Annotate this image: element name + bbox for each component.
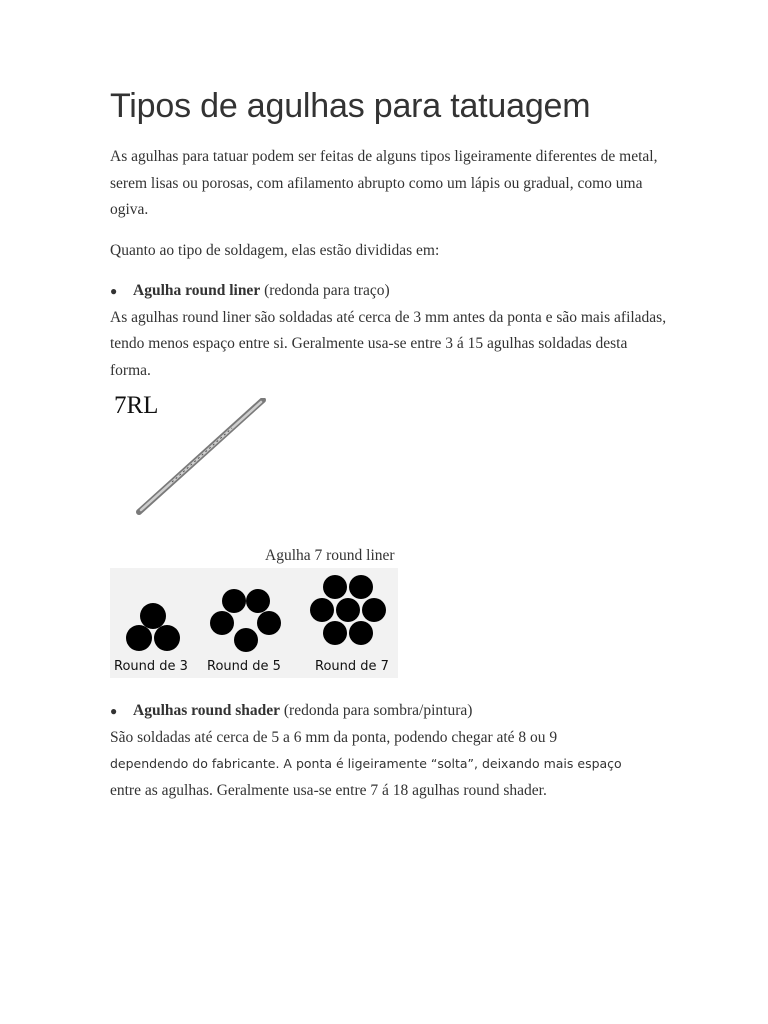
needle-figure: [110, 392, 670, 544]
shader-line-1: São soldadas até cerca de 5 a 6 mm da ponta, podendo chegar até 8 ou 9: [110, 728, 558, 746]
liner-bullet: [110, 278, 670, 305]
shader-line-2: dependendo do fabricante. A ponta é ligeiramente “solta”, deixando mais espaço: [110, 756, 622, 771]
label-round-5: Round de 5: [207, 659, 281, 674]
document-page: [110, 84, 670, 804]
shader-desc: (redonda para sombra/pintura): [283, 702, 473, 719]
shader-line-3: entre as agulhas. Geralmente usa-se entre 7 á 18 agulhas round shader.: [110, 781, 547, 799]
needle-label: 7RL: [114, 392, 159, 419]
page-title: Tipos de agulhas para tatuagem: [110, 87, 591, 125]
bullet-dot: ●: [110, 284, 118, 298]
liner-name: Agulha round liner: [133, 282, 261, 299]
intro-paragraph: As agulhas para tatuar podem ser feitas de alguns tipos ligeiramente diferentes de metal, serem lisas ou porosas, com afilamento abrupto como um lápis ou gradual, como uma ogiva.: [110, 148, 658, 218]
needle-caption: Agulha 7 round liner: [265, 547, 395, 564]
needle-image: [132, 398, 272, 518]
bullet-dot: ●: [110, 704, 118, 718]
round-configs-diagram: [110, 568, 398, 678]
soldering-intro: Quanto ao tipo de soldagem, elas estão divididas em:: [110, 241, 440, 259]
shader-bullet: [110, 698, 670, 725]
label-round-3: Round de 3: [114, 659, 188, 674]
liner-desc: (redonda para traço): [264, 282, 390, 299]
liner-paragraph: As agulhas round liner são soldadas até cerca de 3 mm antes da ponta e são mais afiladas, tendo menos espaço entre si. Geralmente usa-se entre 3 á 15 agulhas soldadas desta forma.: [110, 308, 667, 379]
round-configs-figure: [110, 568, 398, 678]
shader-name: Agulhas round shader: [133, 702, 281, 719]
label-round-7: Round de 7: [315, 659, 389, 674]
